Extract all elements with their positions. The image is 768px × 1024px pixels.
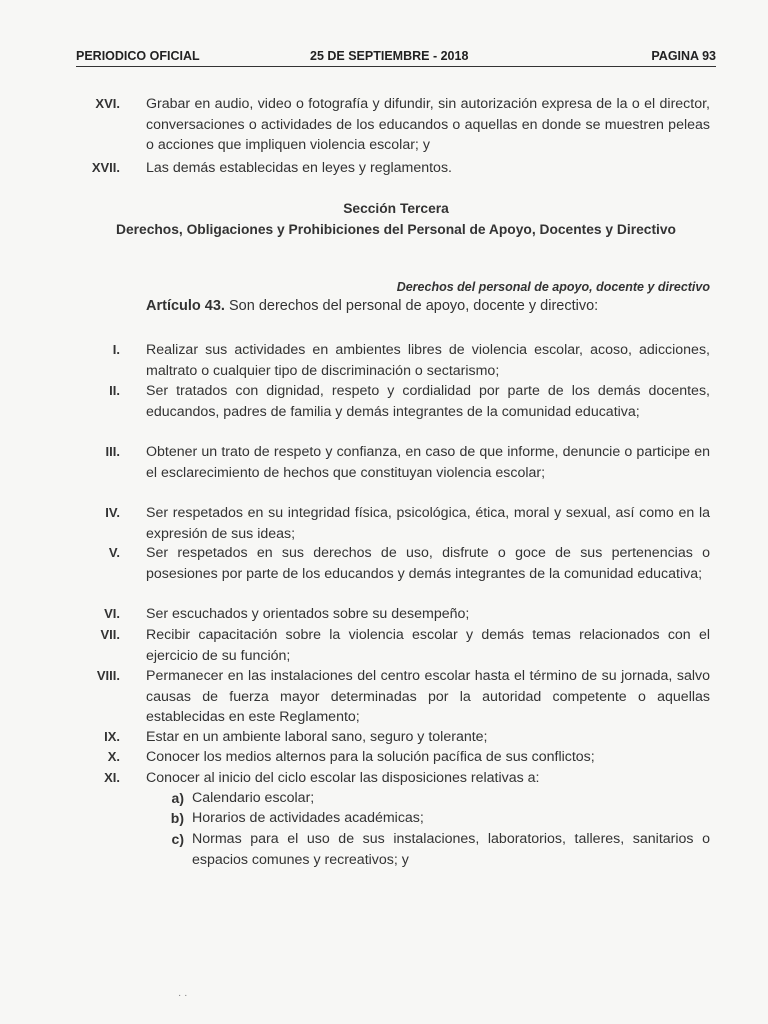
item-text: Conocer al inicio del ciclo escolar las disposiciones relativas a: (146, 770, 540, 786)
item-number: III. (105, 444, 120, 459)
subitem-letter: a) (171, 790, 184, 806)
item-number: IV. (105, 505, 120, 520)
page-header (76, 44, 716, 67)
article-label: Artículo 43. (146, 298, 225, 314)
item-number: VI. (104, 606, 120, 621)
item-text: Ser escuchados y orientados sobre su desempeño; (146, 606, 470, 622)
item-number: XVI. (95, 96, 120, 111)
item-number: V. (108, 545, 120, 560)
item-number: XVII. (91, 160, 120, 175)
item-text: Recibir capacitación sobre la violencia escolar y demás temas relacionados con el ejercicio de su función; (146, 627, 710, 664)
article-intro (146, 298, 726, 314)
subitem-text: Calendario escolar; (192, 790, 315, 806)
item-text: Las demás establecidas en leyes y reglamentos. (146, 160, 452, 176)
scan-specks: · · (178, 990, 188, 1001)
section-title: Sección Tercera (343, 201, 449, 216)
subitem-letter: b) (170, 810, 184, 826)
item-text: Conocer los medios alternos para la solución pacífica de sus conflictos; (146, 749, 595, 765)
item-number: II. (109, 383, 120, 398)
item-text: Estar en un ambiente laboral sano, seguro y tolerante; (146, 729, 488, 745)
item-number: VIII. (96, 668, 120, 683)
article-rubric: Derechos del personal de apoyo, docente y directivo (396, 280, 710, 294)
item-text: Permanecer en las instalaciones del centro escolar hasta el término de su jornada, salvo causas de fuerza mayor determinadas por la autoridad competente o aquellas establecidas en este Reglamento; (146, 668, 710, 725)
subitem-text: Horarios de actividades académicas; (192, 810, 424, 826)
item-number: X. (107, 749, 120, 764)
item-number: XI. (104, 770, 120, 785)
subitem-letter: c) (171, 831, 184, 847)
item-text: Obtener un trato de respeto y confianza, en caso de que informe, denuncie o participe en el esclarecimiento de hechos que constituyan violencia escolar; (146, 444, 710, 481)
item-number: VII. (100, 627, 120, 642)
item-number: I. (112, 342, 120, 357)
item-text: Ser respetados en sus derechos de uso, disfrute o goce de sus pertenencias o posesiones por parte de los educandos y demás integrantes de la comunidad educativa; (146, 545, 710, 582)
item-number: IX. (104, 729, 120, 744)
page-number: PAGINA 93 (651, 49, 716, 63)
article-text: Son derechos del personal de apoyo, docente y directivo: (224, 298, 599, 314)
publication-name: PERIODICO OFICIAL (76, 49, 200, 63)
item-text: Ser respetados en su integridad física, psicológica, ética, moral y sexual, así como en la expresión de sus ideas; (146, 505, 710, 542)
item-text: Grabar en audio, video o fotografía y difundir, sin autorización expresa de la o el director, conversaciones o actividades de los educandos o aquellas en donde se muestren peleas o acciones que impliquen violencia escolar; y (146, 96, 710, 153)
section-subtitle: Derechos, Obligaciones y Prohibiciones del Personal de Apoyo, Docentes y Directivo (116, 222, 676, 237)
item-text: Ser tratados con dignidad, respeto y cordialidad por parte de los demás docentes, educandos, padres de familia y demás integrantes de la comunidad educativa; (146, 383, 710, 420)
publication-date: 25 DE SEPTIEMBRE - 2018 (310, 49, 469, 63)
item-text: Realizar sus actividades en ambientes libres de violencia escolar, acoso, adicciones, maltrato o cualquier tipo de discriminación o sectarismo; (146, 342, 710, 379)
subitem-text: Normas para el uso de sus instalaciones, laboratorios, talleres, sanitarios o espacios comunes y recreativos; y (192, 831, 710, 868)
